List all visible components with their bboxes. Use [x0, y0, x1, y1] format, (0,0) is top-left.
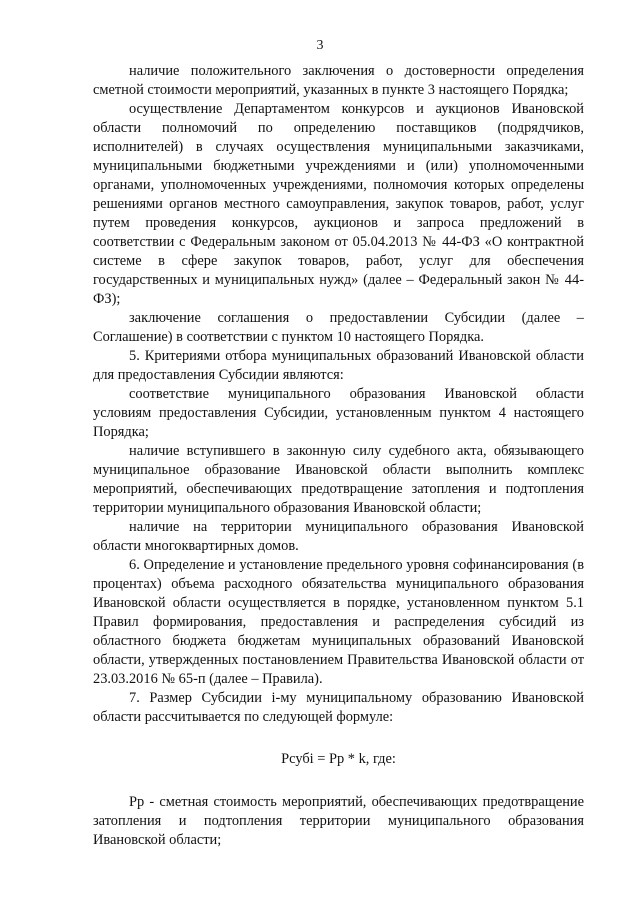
paragraph: наличие вступившего в законную силу судебного акта, обязывающего муниципальное образование Ивановской области выполнить комплекс мероприятий, обеспечивающих предотвращение затопления и подтопления территории муниципального образования Ивановской области; — [93, 443, 584, 516]
page-number: 3 — [316, 38, 324, 53]
paragraph: заключение соглашения о предоставлении Субсидии (далее – Соглашение) в соответствии с пунктом 10 настоящего Порядка. — [93, 310, 584, 345]
paragraph: осуществление Департаментом конкурсов и аукционов Ивановской области полномочий по определению поставщиков (подрядчиков, исполнителей) в случаях осуществления муниципальными заказчиками, муниципальными бюджетными учреждениями и (или) уполномоченными органами, уполномоченных учреждениями, полномочия которых определены решениями органов местного самоуправления, закупок товаров, работ, услуг путем проведения конкурсов, аукционов и запроса предложений в соответствии с Федеральным законом от 05.04.2013 № 44-ФЗ «О контрактной системе в сфере закупок товаров, работ, услуг для обеспечения государственных и муниципальных нужд» (далее – Федеральный закон № 44-ФЗ); — [93, 101, 584, 307]
formula: Рсубi = Рр * k, где: — [281, 751, 396, 767]
formula-definition: Рр - сметная стоимость мероприятий, обеспечивающих предотвращение затопления и подтопления территории муниципального образования Ивановской области; — [93, 794, 584, 848]
paragraph: соответствие муниципального образования Ивановской области условиям предоставления Субсидии, установленным пунктом 4 настоящего Порядка; — [93, 386, 584, 440]
paragraph: 5. Критериями отбора муниципальных образований Ивановской области для предоставления Субсидии являются: — [93, 348, 584, 383]
paragraph: наличие на территории муниципального образования Ивановской области многоквартирных домов. — [93, 519, 584, 554]
paragraph: 6. Определение и установление предельного уровня софинансирования (в процентах) объема расходного обязательства муниципального образования Ивановской области осуществляется в порядке, установленном пунктом 5.1 Правил формирования, предоставления и распределения субсидий из областного бюджета бюджетам муниципальных образований Ивановской области, утвержденных постановлением Правительства Ивановской области от 23.03.2016 № 65-п (далее – Правила). — [93, 557, 584, 687]
paragraph: 7. Размер Субсидии i-му муниципальному образованию Ивановской области рассчитывается по следующей формуле: — [93, 690, 584, 725]
paragraph: наличие положительного заключения о достоверности определения сметной стоимости мероприятий, указанных в пункте 3 настоящего Порядка; — [93, 63, 584, 98]
document-body — [93, 62, 584, 850]
